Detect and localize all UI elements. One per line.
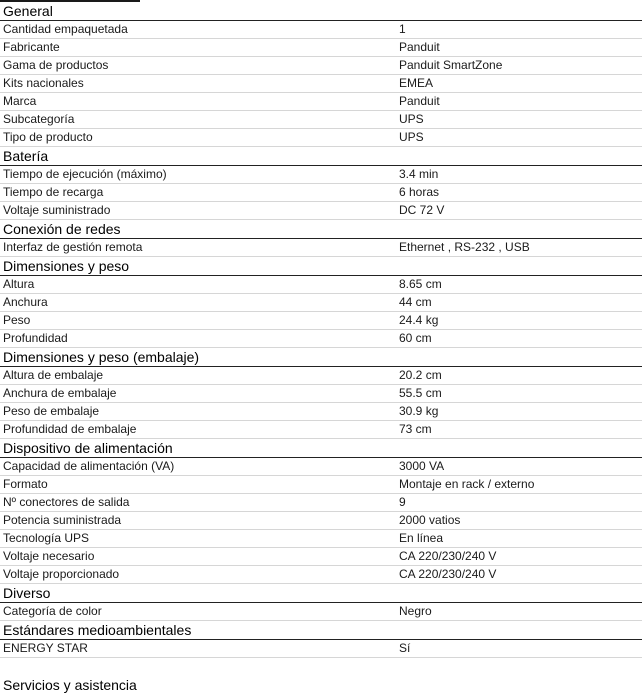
spec-value: 55.5 cm xyxy=(399,386,442,400)
spec-row xyxy=(0,421,642,439)
spec-label: Profundidad xyxy=(3,331,68,345)
section-title: Estándares medioambientales xyxy=(0,621,642,640)
spec-label: Potencia suministrada xyxy=(3,513,122,527)
spec-table xyxy=(0,2,642,658)
spec-value: 3000 VA xyxy=(399,459,445,473)
spec-label: Kits nacionales xyxy=(3,76,84,90)
section-title: Conexión de redes xyxy=(0,220,642,239)
spec-label: Tiempo de recarga xyxy=(3,185,104,199)
spec-value: 6 horas xyxy=(399,185,440,199)
spec-row xyxy=(0,39,642,57)
cut-off-section-title: Servicios y asistencia xyxy=(3,677,137,693)
section-title: Diverso xyxy=(0,584,642,603)
spec-row xyxy=(0,184,642,202)
spec-label: Marca xyxy=(3,94,37,108)
spec-value: Panduit xyxy=(399,94,440,108)
spec-value: 3.4 min xyxy=(399,167,439,181)
spec-row xyxy=(0,239,642,257)
spec-row xyxy=(0,458,642,476)
section-title: Batería xyxy=(0,147,642,166)
spec-row xyxy=(0,166,642,184)
spec-row xyxy=(0,566,642,584)
spec-label: Peso xyxy=(3,313,31,327)
spec-label: Anchura de embalaje xyxy=(3,386,117,400)
spec-label: Tipo de producto xyxy=(3,130,93,144)
spec-row xyxy=(0,57,642,75)
spec-row xyxy=(0,312,642,330)
spec-value: Panduit SmartZone xyxy=(399,58,503,72)
spec-row xyxy=(0,548,642,566)
spec-row xyxy=(0,21,642,39)
spec-value: 73 cm xyxy=(399,422,432,436)
spec-label: Fabricante xyxy=(3,40,60,54)
spec-row xyxy=(0,294,642,312)
spec-row xyxy=(0,512,642,530)
spec-value: 8.65 cm xyxy=(399,277,442,291)
spec-value: En línea xyxy=(399,531,444,545)
spec-row xyxy=(0,530,642,548)
spec-row xyxy=(0,494,642,512)
spec-label: Voltaje suministrado xyxy=(3,203,111,217)
spec-value: EMEA xyxy=(399,76,434,90)
spec-row xyxy=(0,367,642,385)
spec-value: UPS xyxy=(399,130,424,144)
spec-value: 2000 vatios xyxy=(399,513,461,527)
spec-row xyxy=(0,403,642,421)
spec-label: Formato xyxy=(3,477,48,491)
spec-value: Negro xyxy=(399,604,432,618)
spec-row xyxy=(0,276,642,294)
section-title: General xyxy=(0,2,642,21)
spec-label: Nº conectores de salida xyxy=(3,495,130,509)
section-title: Dimensiones y peso xyxy=(0,257,642,276)
spec-value: Sí xyxy=(399,641,411,655)
spec-value: 24.4 kg xyxy=(399,313,439,327)
spec-value: 1 xyxy=(399,22,406,36)
spec-value: Ethernet , RS-232 , USB xyxy=(399,240,530,254)
spec-row xyxy=(0,330,642,348)
spec-label: Tecnología UPS xyxy=(3,531,90,545)
spec-label: Altura xyxy=(3,277,35,291)
spec-value: UPS xyxy=(399,112,424,126)
spec-value: 30.9 kg xyxy=(399,404,439,418)
spec-row xyxy=(0,111,642,129)
spec-row xyxy=(0,603,642,621)
spec-value: 9 xyxy=(399,495,406,509)
spec-value: Panduit xyxy=(399,40,440,54)
spec-label: Voltaje proporcionado xyxy=(3,567,120,581)
spec-value: 20.2 cm xyxy=(399,368,442,382)
spec-label: Altura de embalaje xyxy=(3,368,104,382)
spec-value: DC 72 V xyxy=(399,203,445,217)
spec-label: Subcategoría xyxy=(3,112,75,126)
spec-label: Gama de productos xyxy=(3,58,109,72)
spec-row xyxy=(0,385,642,403)
spec-row xyxy=(0,640,642,658)
spec-label: Peso de embalaje xyxy=(3,404,100,418)
spec-label: Anchura xyxy=(3,295,48,309)
spec-label: Categoría de color xyxy=(3,604,102,618)
spec-label: Capacidad de alimentación (VA) xyxy=(3,459,175,473)
spec-label: Profundidad de embalaje xyxy=(3,422,137,436)
spec-label: Voltaje necesario xyxy=(3,549,95,563)
spec-row xyxy=(0,129,642,147)
section-title: Dimensiones y peso (embalaje) xyxy=(0,348,642,367)
spec-value: CA 220/230/240 V xyxy=(399,567,497,581)
spec-row xyxy=(0,202,642,220)
spec-row xyxy=(0,93,642,111)
spec-label: ENERGY STAR xyxy=(3,641,88,655)
spec-label: Interfaz de gestión remota xyxy=(3,240,143,254)
spec-row xyxy=(0,75,642,93)
spec-value: 60 cm xyxy=(399,331,432,345)
spec-label: Cantidad empaquetada xyxy=(3,22,128,36)
spec-value: CA 220/230/240 V xyxy=(399,549,497,563)
spec-value: Montaje en rack / externo xyxy=(399,477,535,491)
section-title: Dispositivo de alimentación xyxy=(0,439,642,458)
spec-label: Tiempo de ejecución (máximo) xyxy=(3,167,167,181)
spec-row xyxy=(0,476,642,494)
spec-value: 44 cm xyxy=(399,295,432,309)
